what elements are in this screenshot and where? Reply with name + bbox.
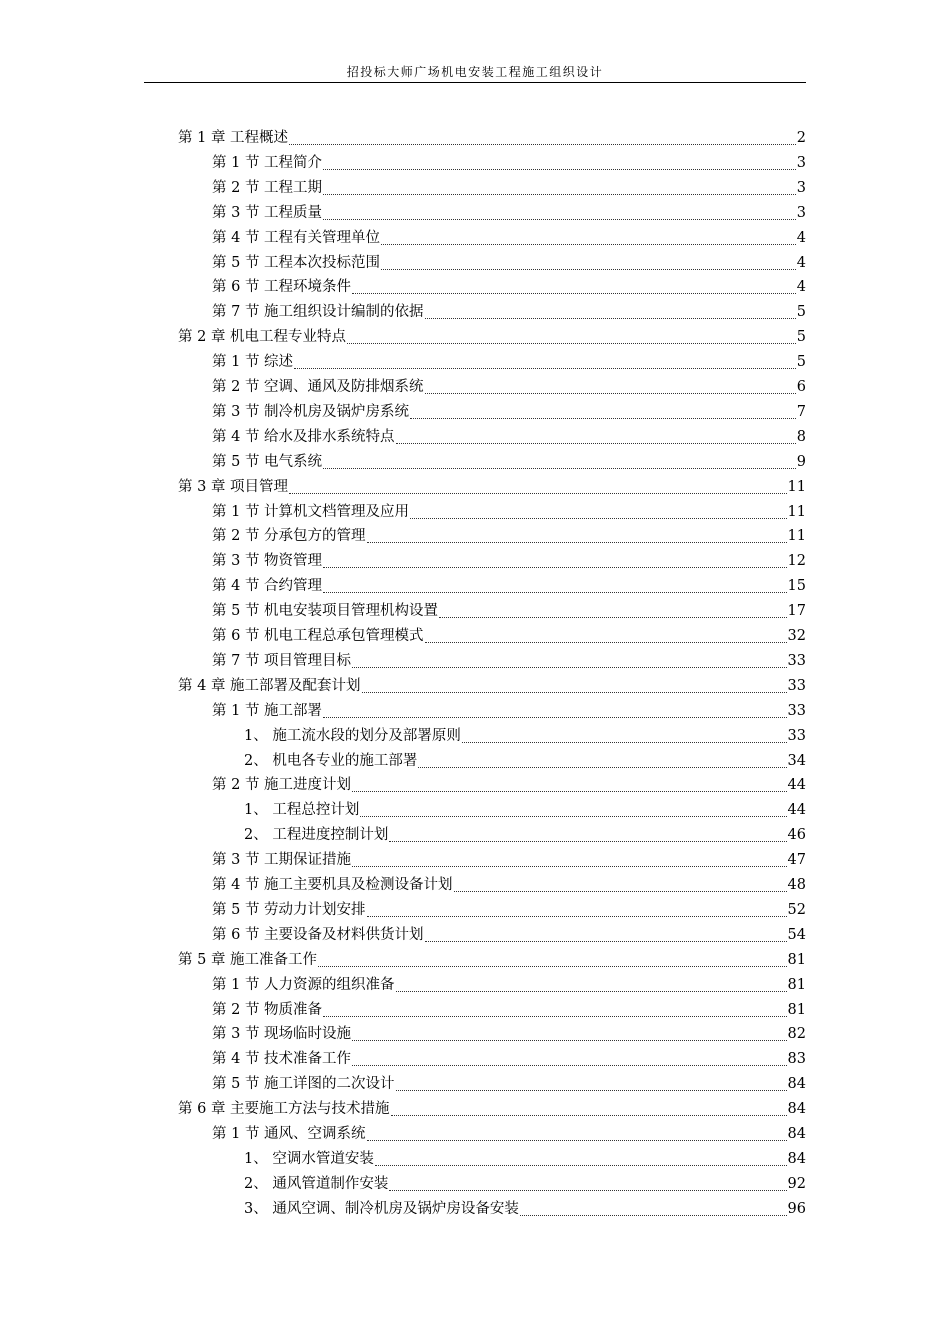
- toc-entry-label: 第 2 节 空调、通风及防排烟系统: [212, 379, 424, 395]
- toc-chapter-entry[interactable]: [178, 473, 806, 497]
- toc-page-number: 84: [787, 1101, 806, 1118]
- toc-entry-label: 第 5 节 机电安装项目管理机构设置: [212, 603, 439, 620]
- toc-section-entry[interactable]: [212, 1020, 806, 1044]
- toc-page-number: 33: [787, 727, 806, 744]
- toc-dot-leader: [352, 649, 786, 668]
- toc-dot-leader: [391, 1097, 787, 1116]
- toc-page-number: 84: [787, 1150, 806, 1167]
- toc-page-number: 82: [787, 1026, 806, 1043]
- toc-page-number: 33: [787, 652, 806, 669]
- toc-entry-label: 2、 工程进度控制计划: [244, 827, 389, 844]
- toc-section-entry[interactable]: [212, 249, 806, 273]
- toc-dot-leader: [396, 425, 796, 444]
- toc-entry-label: 第 3 节 工期保证措施: [212, 852, 352, 869]
- toc-entry-label: 第 6 章 主要施工方法与技术措施: [178, 1101, 390, 1118]
- toc-dot-leader: [439, 599, 786, 618]
- page-header: 招投标大师广场机电安装工程施工组织设计: [346, 65, 604, 79]
- toc-dot-leader: [425, 624, 787, 643]
- toc-page-number: 46: [787, 827, 806, 844]
- toc-section-entry[interactable]: [212, 921, 806, 945]
- toc-entry-label: 第 3 节 物资管理: [212, 553, 323, 570]
- toc-dot-leader: [367, 524, 787, 543]
- toc-page-number: 52: [787, 901, 806, 918]
- toc-dot-leader: [289, 475, 786, 494]
- toc-section-entry[interactable]: [212, 572, 806, 596]
- toc-entry-label: 第 1 节 工程简介: [212, 154, 323, 171]
- toc-page-number: 81: [787, 1001, 806, 1018]
- toc-page-number: 12: [787, 553, 806, 570]
- toc-section-entry[interactable]: [212, 522, 806, 546]
- toc-entry-label: 第 2 节 施工进度计划: [212, 777, 352, 794]
- toc-entry-label: 第 4 节 施工主要机具及检测设备计划: [212, 877, 453, 893]
- toc-page-number: 47: [787, 852, 806, 869]
- toc-chapter-entry[interactable]: [178, 672, 806, 696]
- toc-dot-leader: [375, 1147, 787, 1166]
- toc-section-entry[interactable]: [212, 174, 806, 198]
- toc-dot-leader: [323, 450, 796, 469]
- toc-section-entry[interactable]: [212, 224, 806, 248]
- toc-section-entry[interactable]: [212, 398, 806, 422]
- toc-dot-leader: [294, 350, 796, 369]
- toc-entry-label: 第 2 节 物质准备: [212, 1001, 323, 1018]
- toc-dot-leader: [347, 325, 796, 344]
- toc-entry-label: 第 3 章 项目管理: [178, 478, 289, 495]
- toc-page-number: 54: [787, 926, 806, 943]
- toc-entry-label: 第 5 章 施工准备工作: [178, 951, 318, 968]
- toc-dot-leader: [389, 1172, 786, 1191]
- toc-dot-leader: [381, 251, 796, 270]
- toc-dot-leader: [352, 773, 786, 792]
- toc-page-number: 34: [787, 752, 806, 769]
- toc-section-entry[interactable]: [212, 199, 806, 223]
- toc-entry-label: 第 4 节 给水及排水系统特点: [212, 428, 395, 445]
- toc-entry-label: 第 3 节 制冷机房及锅炉房系统: [212, 403, 410, 420]
- toc-dot-leader: [410, 500, 786, 519]
- toc-dot-leader: [367, 898, 787, 917]
- toc-section-entry[interactable]: [212, 273, 806, 297]
- toc-page-number: 96: [787, 1200, 806, 1217]
- toc-section-entry[interactable]: [212, 298, 806, 322]
- toc-section-entry[interactable]: [212, 647, 806, 671]
- toc-dot-leader: [367, 1122, 787, 1141]
- toc-entry-label: 第 5 节 劳动力计划安排: [212, 901, 366, 918]
- toc-entry-label: 第 1 节 通风、空调系统: [212, 1126, 366, 1142]
- toc-page-number: 7: [796, 403, 806, 420]
- toc-page-number: 33: [787, 677, 806, 694]
- toc-entry-label: 1、 空调水管道安装: [244, 1150, 374, 1167]
- toc-subsection-entry[interactable]: [244, 796, 806, 820]
- toc-page-number: 3: [796, 179, 806, 196]
- toc-section-entry[interactable]: [212, 771, 806, 795]
- toc-dot-leader: [352, 848, 786, 867]
- toc-page-number: 81: [787, 951, 806, 968]
- toc-page-number: 4: [796, 254, 806, 271]
- toc-subsection-entry[interactable]: [244, 722, 806, 746]
- toc-page-number: 11: [787, 478, 806, 495]
- toc-page-number: 5: [796, 354, 806, 371]
- toc-entry-label: 第 2 章 机电工程专业特点: [178, 329, 347, 346]
- toc-entry-label: 第 4 节 技术准备工作: [212, 1051, 352, 1068]
- toc-entry-label: 第 7 节 项目管理目标: [212, 652, 352, 669]
- toc-entry-label: 第 1 节 人力资源的组织准备: [212, 976, 395, 993]
- toc-section-entry[interactable]: [212, 423, 806, 447]
- toc-dot-leader: [396, 1072, 787, 1091]
- toc-page-number: 92: [787, 1175, 806, 1192]
- toc-page-number: 9: [796, 453, 806, 470]
- toc-page-number: 8: [796, 428, 806, 445]
- toc-page-number: 81: [787, 976, 806, 993]
- toc-dot-leader: [323, 151, 796, 170]
- toc-dot-leader: [323, 176, 796, 195]
- toc-section-entry[interactable]: [212, 547, 806, 571]
- toc-section-entry[interactable]: [212, 1045, 806, 1069]
- toc-page-number: 3: [796, 154, 806, 171]
- toc-entry-label: 2、 通风管道制作安装: [244, 1175, 389, 1192]
- toc-page-number: 33: [787, 702, 806, 719]
- toc-dot-leader: [318, 948, 786, 967]
- toc-entry-label: 第 1 节 施工部署: [212, 702, 323, 719]
- toc-page-number: 2: [796, 130, 806, 146]
- toc-dot-leader: [352, 275, 796, 294]
- toc-dot-leader: [360, 798, 786, 817]
- toc-dot-leader: [323, 549, 786, 568]
- toc-page-number: 4: [796, 279, 806, 296]
- toc-section-entry[interactable]: [212, 498, 806, 522]
- toc-dot-leader: [289, 126, 796, 145]
- toc-section-entry[interactable]: [212, 896, 806, 920]
- header-rule: [144, 82, 806, 83]
- toc-page-number: 32: [787, 628, 806, 644]
- toc-dot-leader: [362, 674, 787, 693]
- toc-page-number: 84: [787, 1126, 806, 1142]
- toc-chapter-entry[interactable]: [178, 124, 806, 148]
- toc-entry-label: 第 6 节 主要设备及材料供货计划: [212, 926, 424, 943]
- toc-page-number: 44: [787, 802, 806, 819]
- toc-section-entry[interactable]: [212, 448, 806, 472]
- toc-entry-label: 第 6 节 工程环境条件: [212, 279, 352, 296]
- toc-subsection-entry[interactable]: [244, 821, 806, 845]
- toc-section-entry[interactable]: [212, 846, 806, 870]
- toc-page-number: 48: [787, 877, 806, 893]
- toc-section-entry[interactable]: [212, 1120, 806, 1144]
- toc-section-entry[interactable]: [212, 348, 806, 372]
- toc-section-entry[interactable]: [212, 622, 806, 646]
- toc-section-entry[interactable]: [212, 373, 806, 397]
- toc-dot-leader: [396, 973, 787, 992]
- toc-entry-label: 第 1 章 工程概述: [178, 130, 289, 146]
- toc-section-entry[interactable]: [212, 1070, 806, 1094]
- toc-entry-label: 3、 通风空调、制冷机房及锅炉房设备安装: [244, 1200, 519, 1217]
- toc-page-number: 11: [787, 503, 806, 520]
- toc-section-entry[interactable]: [212, 996, 806, 1020]
- toc-page-number: 84: [787, 1076, 806, 1093]
- toc-entry-label: 第 1 节 综述: [212, 354, 294, 371]
- toc-subsection-entry[interactable]: [244, 1145, 806, 1169]
- toc-dot-leader: [323, 998, 786, 1017]
- toc-entry-label: 第 2 节 分承包方的管理: [212, 528, 366, 545]
- toc-dot-leader: [381, 226, 796, 245]
- toc-page-number: 5: [796, 329, 806, 346]
- toc-section-entry[interactable]: [212, 871, 806, 895]
- toc-entry-label: 第 4 节 工程有关管理单位: [212, 229, 381, 246]
- toc-page-number: 17: [787, 603, 806, 620]
- toc-dot-leader: [352, 1022, 786, 1041]
- toc-chapter-entry[interactable]: [178, 946, 806, 970]
- toc-dot-leader: [454, 873, 787, 892]
- toc-page-number: 4: [796, 229, 806, 246]
- toc-entry-label: 第 5 节 电气系统: [212, 453, 323, 470]
- toc-subsection-entry[interactable]: [244, 747, 806, 771]
- toc-dot-leader: [352, 1047, 786, 1066]
- toc-page-number: 83: [787, 1051, 806, 1068]
- toc-section-entry[interactable]: [212, 597, 806, 621]
- toc-dot-leader: [410, 400, 796, 419]
- toc-page-number: 5: [796, 304, 806, 321]
- toc-entry-label: 第 4 章 施工部署及配套计划: [178, 677, 361, 694]
- toc-entry-label: 第 3 节 工程质量: [212, 204, 323, 221]
- toc-page-number: 6: [796, 379, 806, 395]
- toc-entry-label: 2、 机电各专业的施工部署: [244, 752, 418, 769]
- toc-page-number: 11: [787, 528, 806, 545]
- toc-entry-label: 第 2 节 工程工期: [212, 179, 323, 196]
- toc-entry-label: 第 6 节 机电工程总承包管理模式: [212, 628, 424, 644]
- toc-dot-leader: [462, 724, 787, 743]
- toc-chapter-entry[interactable]: [178, 323, 806, 347]
- toc-chapter-entry[interactable]: [178, 1095, 806, 1119]
- toc-page-number: 15: [787, 578, 806, 595]
- toc-entry-label: 第 1 节 计算机文档管理及应用: [212, 503, 410, 520]
- toc-subsection-entry[interactable]: [244, 1170, 806, 1194]
- toc-entry-label: 第 5 节 施工详图的二次设计: [212, 1076, 395, 1093]
- toc-dot-leader: [323, 574, 786, 593]
- toc-entry-label: 第 4 节 合约管理: [212, 578, 323, 595]
- toc-section-entry[interactable]: [212, 971, 806, 995]
- toc-entry-label: 1、 施工流水段的划分及部署原则: [244, 727, 461, 744]
- toc-entry-label: 第 3 节 现场临时设施: [212, 1026, 352, 1043]
- toc-entry-label: 第 7 节 施工组织设计编制的依据: [212, 304, 424, 321]
- toc-dot-leader: [425, 300, 796, 319]
- toc-dot-leader: [323, 201, 796, 220]
- toc-subsection-entry[interactable]: [244, 1195, 806, 1219]
- toc-page-number: 44: [787, 777, 806, 794]
- toc-dot-leader: [425, 923, 787, 942]
- toc-dot-leader: [323, 699, 786, 718]
- toc-entry-label: 1、 工程总控计划: [244, 802, 360, 819]
- toc-dot-leader: [418, 749, 786, 768]
- toc-dot-leader: [520, 1197, 787, 1216]
- toc-page-number: 3: [796, 204, 806, 221]
- toc-entry-label: 第 5 节 工程本次投标范围: [212, 254, 381, 271]
- toc-section-entry[interactable]: [212, 697, 806, 721]
- toc-section-entry[interactable]: [212, 149, 806, 173]
- toc-dot-leader: [389, 823, 786, 842]
- toc-dot-leader: [425, 375, 796, 394]
